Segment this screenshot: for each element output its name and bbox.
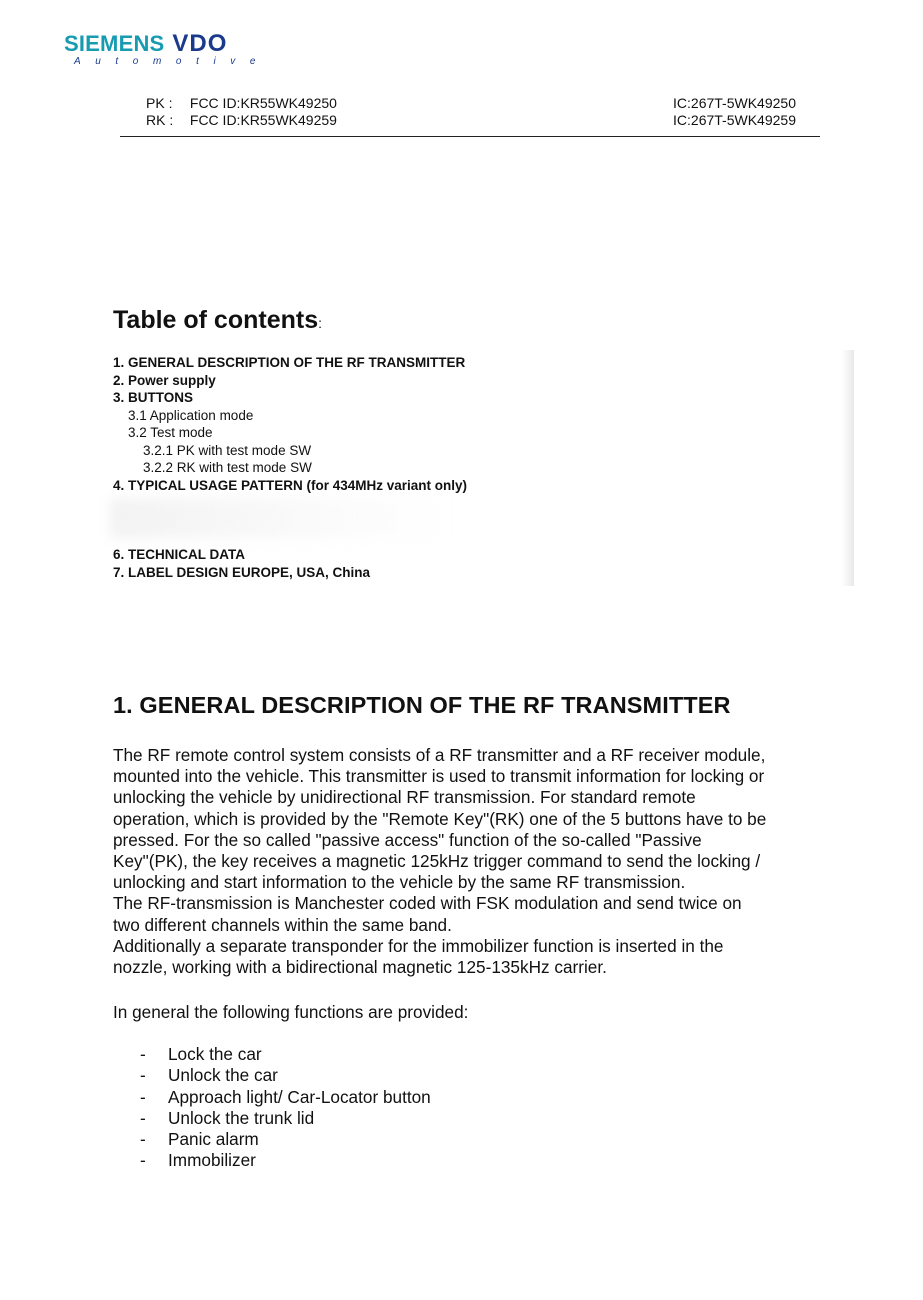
toc-item: 3. BUTTONS (113, 390, 194, 405)
body-line: The RF-transmission is Manchester coded with FSK modulation and send twice on (113, 893, 742, 914)
body-line: Key"(PK), the key receives a magnetic 125kHz trigger command to send the locking / (113, 851, 761, 872)
logo-subtitle: Automotive (74, 56, 271, 67)
functions-intro: In general the following functions are provided: (113, 1002, 469, 1022)
toc-item: 1. GENERAL DESCRIPTION OF THE RF TRANSMITTER (113, 355, 466, 370)
bullet-dash: - (140, 1150, 146, 1171)
body-line: pressed. For the so called "passive access" function of the so-called "Passive (113, 829, 702, 850)
id-label: PK : (146, 95, 173, 111)
body-line: unlocking the vehicle by unidirectional RF transmission. For standard remote (113, 787, 696, 808)
body-line: mounted into the vehicle. This transmitter is used to transmit information for locking or (113, 766, 765, 787)
logo-siemens-text: SIEMENS (64, 31, 165, 56)
body-line: The RF remote control system consists of a RF transmitter and a RF receiver module, (113, 745, 766, 765)
bullet-dash: - (140, 1065, 146, 1086)
logo-vdo-text: VDO (172, 30, 228, 57)
id-label: RK : (146, 112, 174, 128)
toc-item: 3.2.1 PK with test mode SW (143, 442, 312, 458)
body-line: nozzle, working with a bidirectional magnetic 125-135kHz carrier. (113, 957, 607, 978)
company-logo (64, 30, 276, 67)
body-line: Additionally a separate transponder for the immobilizer function is inserted in the (113, 935, 724, 956)
toc-title: Table of contents: (113, 306, 322, 334)
toc-list (113, 354, 467, 581)
section-heading: 1. GENERAL DESCRIPTION OF THE RF TRANSMITTER (113, 692, 731, 718)
toc-item: 2. Power supply (113, 372, 216, 388)
body-line: operation, which is provided by the "Remote Key"(RK) one of the 5 buttons have to be (113, 808, 767, 829)
toc-item: 3.2 Test mode (128, 425, 213, 440)
functions-list (140, 1044, 431, 1172)
toc-item: 6. TECHNICAL DATA (113, 547, 246, 562)
scan-page-edge (842, 350, 854, 586)
section-body (113, 745, 833, 978)
body-line: unlocking and start information to the vehicle by the same RF transmission. (113, 872, 686, 893)
toc-item: 4. TYPICAL USAGE PATTERN (for 434MHz variant only) (113, 477, 468, 493)
list-item: - Approach light/ Car-Locator button (140, 1086, 431, 1107)
header-divider (120, 136, 820, 137)
list-item: - Immobilizer (140, 1150, 256, 1171)
ic-id: IC:267T-5WK49250 (673, 95, 796, 111)
id-row-pk (146, 95, 796, 112)
toc-item: 3.1 Application mode (128, 407, 254, 423)
list-item: - Lock the car (140, 1044, 262, 1064)
bullet-dash: - (140, 1086, 146, 1107)
bullet-dash: - (140, 1129, 146, 1150)
fcc-id: FCC ID:KR55WK49250 (189, 95, 337, 111)
logo-wordmark (64, 30, 276, 58)
body-line: two different channels within the same band. (113, 914, 452, 935)
list-item: - Panic alarm (140, 1129, 259, 1150)
toc-item: 7. LABEL DESIGN EUROPE, USA, China (113, 564, 371, 580)
list-item: - Unlock the trunk lid (140, 1107, 315, 1128)
bullet-dash: - (140, 1044, 146, 1064)
bullet-dash: - (140, 1107, 146, 1128)
id-row-rk (146, 112, 796, 129)
toc-item: 3.2.2 RK with test mode SW (143, 460, 312, 475)
fcc-id: FCC ID:KR55WK49259 (189, 112, 337, 128)
certification-ids (146, 95, 796, 129)
list-item: - Unlock the car (140, 1065, 278, 1086)
ic-id: IC:267T-5WK49259 (673, 112, 796, 128)
